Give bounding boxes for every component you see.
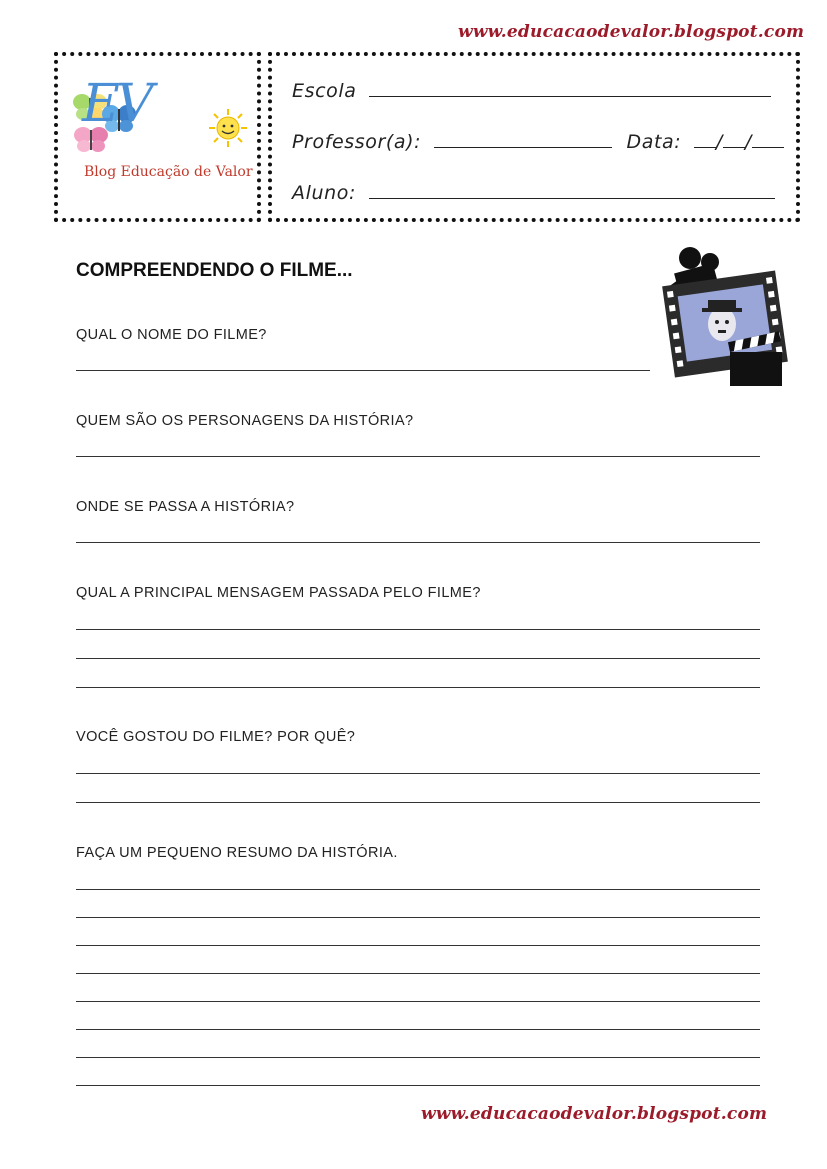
answer-line[interactable] [76, 542, 760, 543]
date-day-field[interactable] [694, 146, 716, 148]
answer-line[interactable] [76, 917, 760, 918]
logo-caption: Blog Educação de Valor [84, 164, 253, 180]
answer-line[interactable] [76, 945, 760, 946]
answer-line[interactable] [76, 773, 760, 774]
student-row [292, 182, 775, 204]
answer-line[interactable] [76, 687, 760, 688]
teacher-field[interactable] [434, 146, 612, 148]
question-setting: ONDE SE PASSA A HISTÓRIA? [76, 499, 295, 515]
date-separator: / [744, 131, 752, 153]
answer-line[interactable] [76, 1057, 760, 1058]
site-link-bottom: www.educacaodevalor.blogspot.com [421, 1104, 768, 1124]
date-separator: / [715, 131, 723, 153]
question-film-name: QUAL O NOME DO FILME? [76, 327, 267, 343]
student-label: Aluno: [292, 182, 356, 204]
question-main-message: QUAL A PRINCIPAL MENSAGEM PASSADA PELO FILME? [76, 585, 481, 601]
logo-letters: EV [82, 74, 150, 134]
sun-icon [208, 108, 248, 148]
date-year-field[interactable] [752, 146, 784, 148]
answer-line[interactable] [76, 889, 760, 890]
question-characters: QUEM SÃO OS PERSONAGENS DA HISTÓRIA? [76, 413, 414, 429]
answer-line[interactable] [76, 1085, 760, 1086]
logo-box [54, 52, 261, 222]
answer-line[interactable] [76, 658, 760, 659]
teacher-label: Professor(a): [292, 131, 422, 153]
teacher-date-row [292, 131, 784, 153]
answer-line[interactable] [76, 629, 760, 630]
date-month-field[interactable] [723, 146, 745, 148]
school-row [292, 80, 771, 102]
student-field[interactable] [369, 197, 775, 199]
answer-line[interactable] [76, 456, 760, 457]
worksheet-title: COMPREENDENDO O FILME... [76, 260, 353, 281]
site-link-top: www.educacaodevalor.blogspot.com [458, 22, 805, 42]
date-label: Data: [626, 131, 682, 153]
answer-line[interactable] [76, 1029, 760, 1030]
student-info-box [268, 52, 800, 222]
question-summary: FAÇA UM PEQUENO RESUMO DA HISTÓRIA. [76, 845, 398, 861]
answer-line[interactable] [76, 1001, 760, 1002]
answer-line[interactable] [76, 973, 760, 974]
question-liked-film: VOCÊ GOSTOU DO FILME? POR QUÊ? [76, 729, 356, 745]
film-illustration [660, 244, 790, 390]
school-field[interactable] [369, 95, 771, 97]
answer-line[interactable] [76, 802, 760, 803]
school-label: Escola [292, 80, 357, 102]
answer-line[interactable] [76, 370, 650, 371]
